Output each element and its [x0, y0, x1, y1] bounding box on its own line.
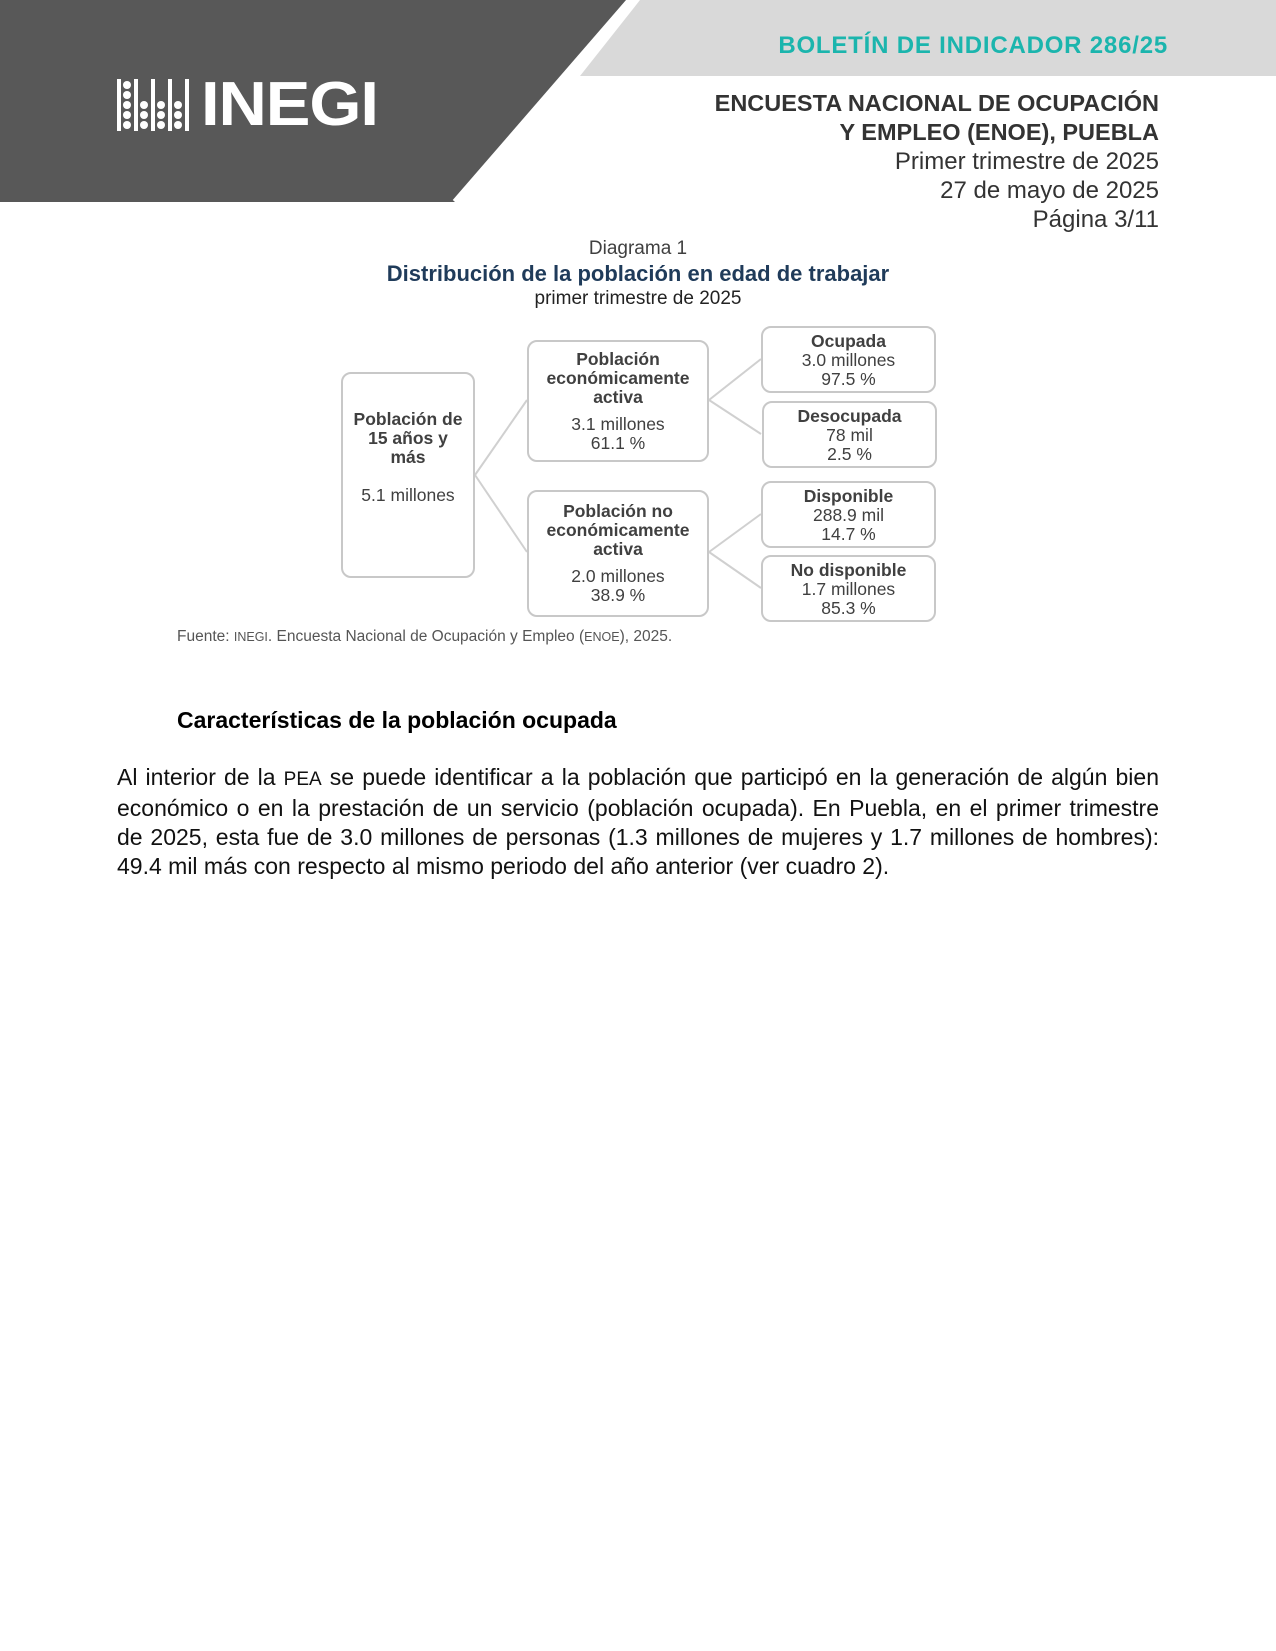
- connector-root-pnea: [475, 475, 527, 552]
- connector-pea-desocupada: [709, 400, 761, 434]
- inegi-logo-wordmark: INEGI: [201, 70, 378, 139]
- desocupada-percent: 2.5 %: [827, 444, 872, 464]
- node-pnea: [527, 490, 709, 617]
- node-desocupada: [762, 401, 937, 468]
- survey-title-line1: ENCUESTA NACIONAL DE OCUPACIÓN: [714, 90, 1159, 116]
- page-number: Página 3/11: [1032, 206, 1159, 233]
- desocupada-title: Desocupada: [797, 406, 902, 426]
- diagram-title: Distribución de la población en edad de trabajar: [386, 261, 890, 286]
- source-middle: . Encuesta Nacional de Ocupación y Empleo (: [267, 628, 585, 645]
- bulletin-title: BOLETÍN DE INDICADOR 286/25: [778, 32, 1168, 59]
- no-disponible-title: No disponible: [790, 560, 907, 580]
- body-paragraph: [117, 763, 1159, 881]
- diagram-label: Diagrama 1: [588, 238, 688, 259]
- desocupada-value: 78 mil: [826, 425, 873, 445]
- root-title-line2: 15 años y: [368, 428, 448, 448]
- root-title-line3: más: [390, 447, 426, 467]
- pnea-value: 2.0 millones: [571, 566, 665, 586]
- pnea-title-line3: activa: [593, 539, 643, 559]
- diagram-source-note: [177, 628, 672, 646]
- pnea-percent: 38.9 %: [590, 585, 646, 605]
- connector-pnea-disponible: [709, 514, 761, 552]
- survey-period: Primer trimestre de 2025: [894, 148, 1159, 175]
- paragraph-start: Al interior de la: [117, 764, 284, 790]
- root-title-line1: Población de: [353, 409, 463, 429]
- ocupada-title: Ocupada: [811, 331, 886, 351]
- connector-root-pea: [475, 400, 527, 475]
- pea-title-line2: económicamente: [546, 368, 690, 388]
- connector-pea-ocupada: [709, 359, 761, 400]
- node-ocupada: [761, 326, 936, 393]
- ocupada-value: 3.0 millones: [801, 350, 896, 370]
- root-value: 5.1 millones: [361, 485, 455, 505]
- no-disponible-percent: 85.3 %: [821, 598, 876, 618]
- node-disponible: [761, 481, 936, 548]
- pea-title-line1: Población: [576, 349, 660, 369]
- no-disponible-value: 1.7 millones: [801, 579, 896, 599]
- source-prefix: Fuente:: [177, 628, 234, 645]
- section-heading: Características de la población ocupada: [177, 707, 617, 733]
- source-end: ), 2025.: [619, 628, 673, 645]
- pea-value: 3.1 millones: [571, 414, 665, 434]
- source-abbr: ENOE: [584, 630, 620, 644]
- diagram-subtitle: primer trimestre de 2025: [534, 288, 742, 309]
- publication-date: 27 de mayo de 2025: [940, 177, 1159, 204]
- pnea-title-line2: económicamente: [546, 520, 690, 540]
- paragraph-rest: se puede identificar a la población que participó en la generación de algún bien económico o en la prestación de un servicio (población ocupada). En Puebla, en el primer trimestre de 2025, esta fue de 3.0 millones de personas (1.3 millones de mujeres y 1.7 millones de hombres): 49.4 mil más con respecto al mismo periodo del año anterior (ver cuadro 2).: [117, 764, 1159, 879]
- disponible-title: Disponible: [803, 486, 894, 506]
- paragraph-abbr-pea: PEA: [283, 769, 322, 790]
- pea-percent: 61.1 %: [590, 433, 646, 453]
- disponible-percent: 14.7 %: [821, 524, 876, 544]
- node-pea: [527, 340, 709, 462]
- pnea-title-line1: Población no: [563, 501, 673, 521]
- pea-title-line3: activa: [593, 387, 643, 407]
- node-no-disponible: [761, 555, 936, 622]
- node-root-population: [341, 372, 475, 578]
- connector-pnea-nodisponible: [709, 552, 761, 588]
- disponible-value: 288.9 mil: [812, 505, 884, 525]
- ocupada-percent: 97.5 %: [821, 369, 876, 389]
- survey-title-line2: Y EMPLEO (ENOE), PUEBLA: [839, 119, 1159, 145]
- source-org: INEGI: [233, 630, 268, 644]
